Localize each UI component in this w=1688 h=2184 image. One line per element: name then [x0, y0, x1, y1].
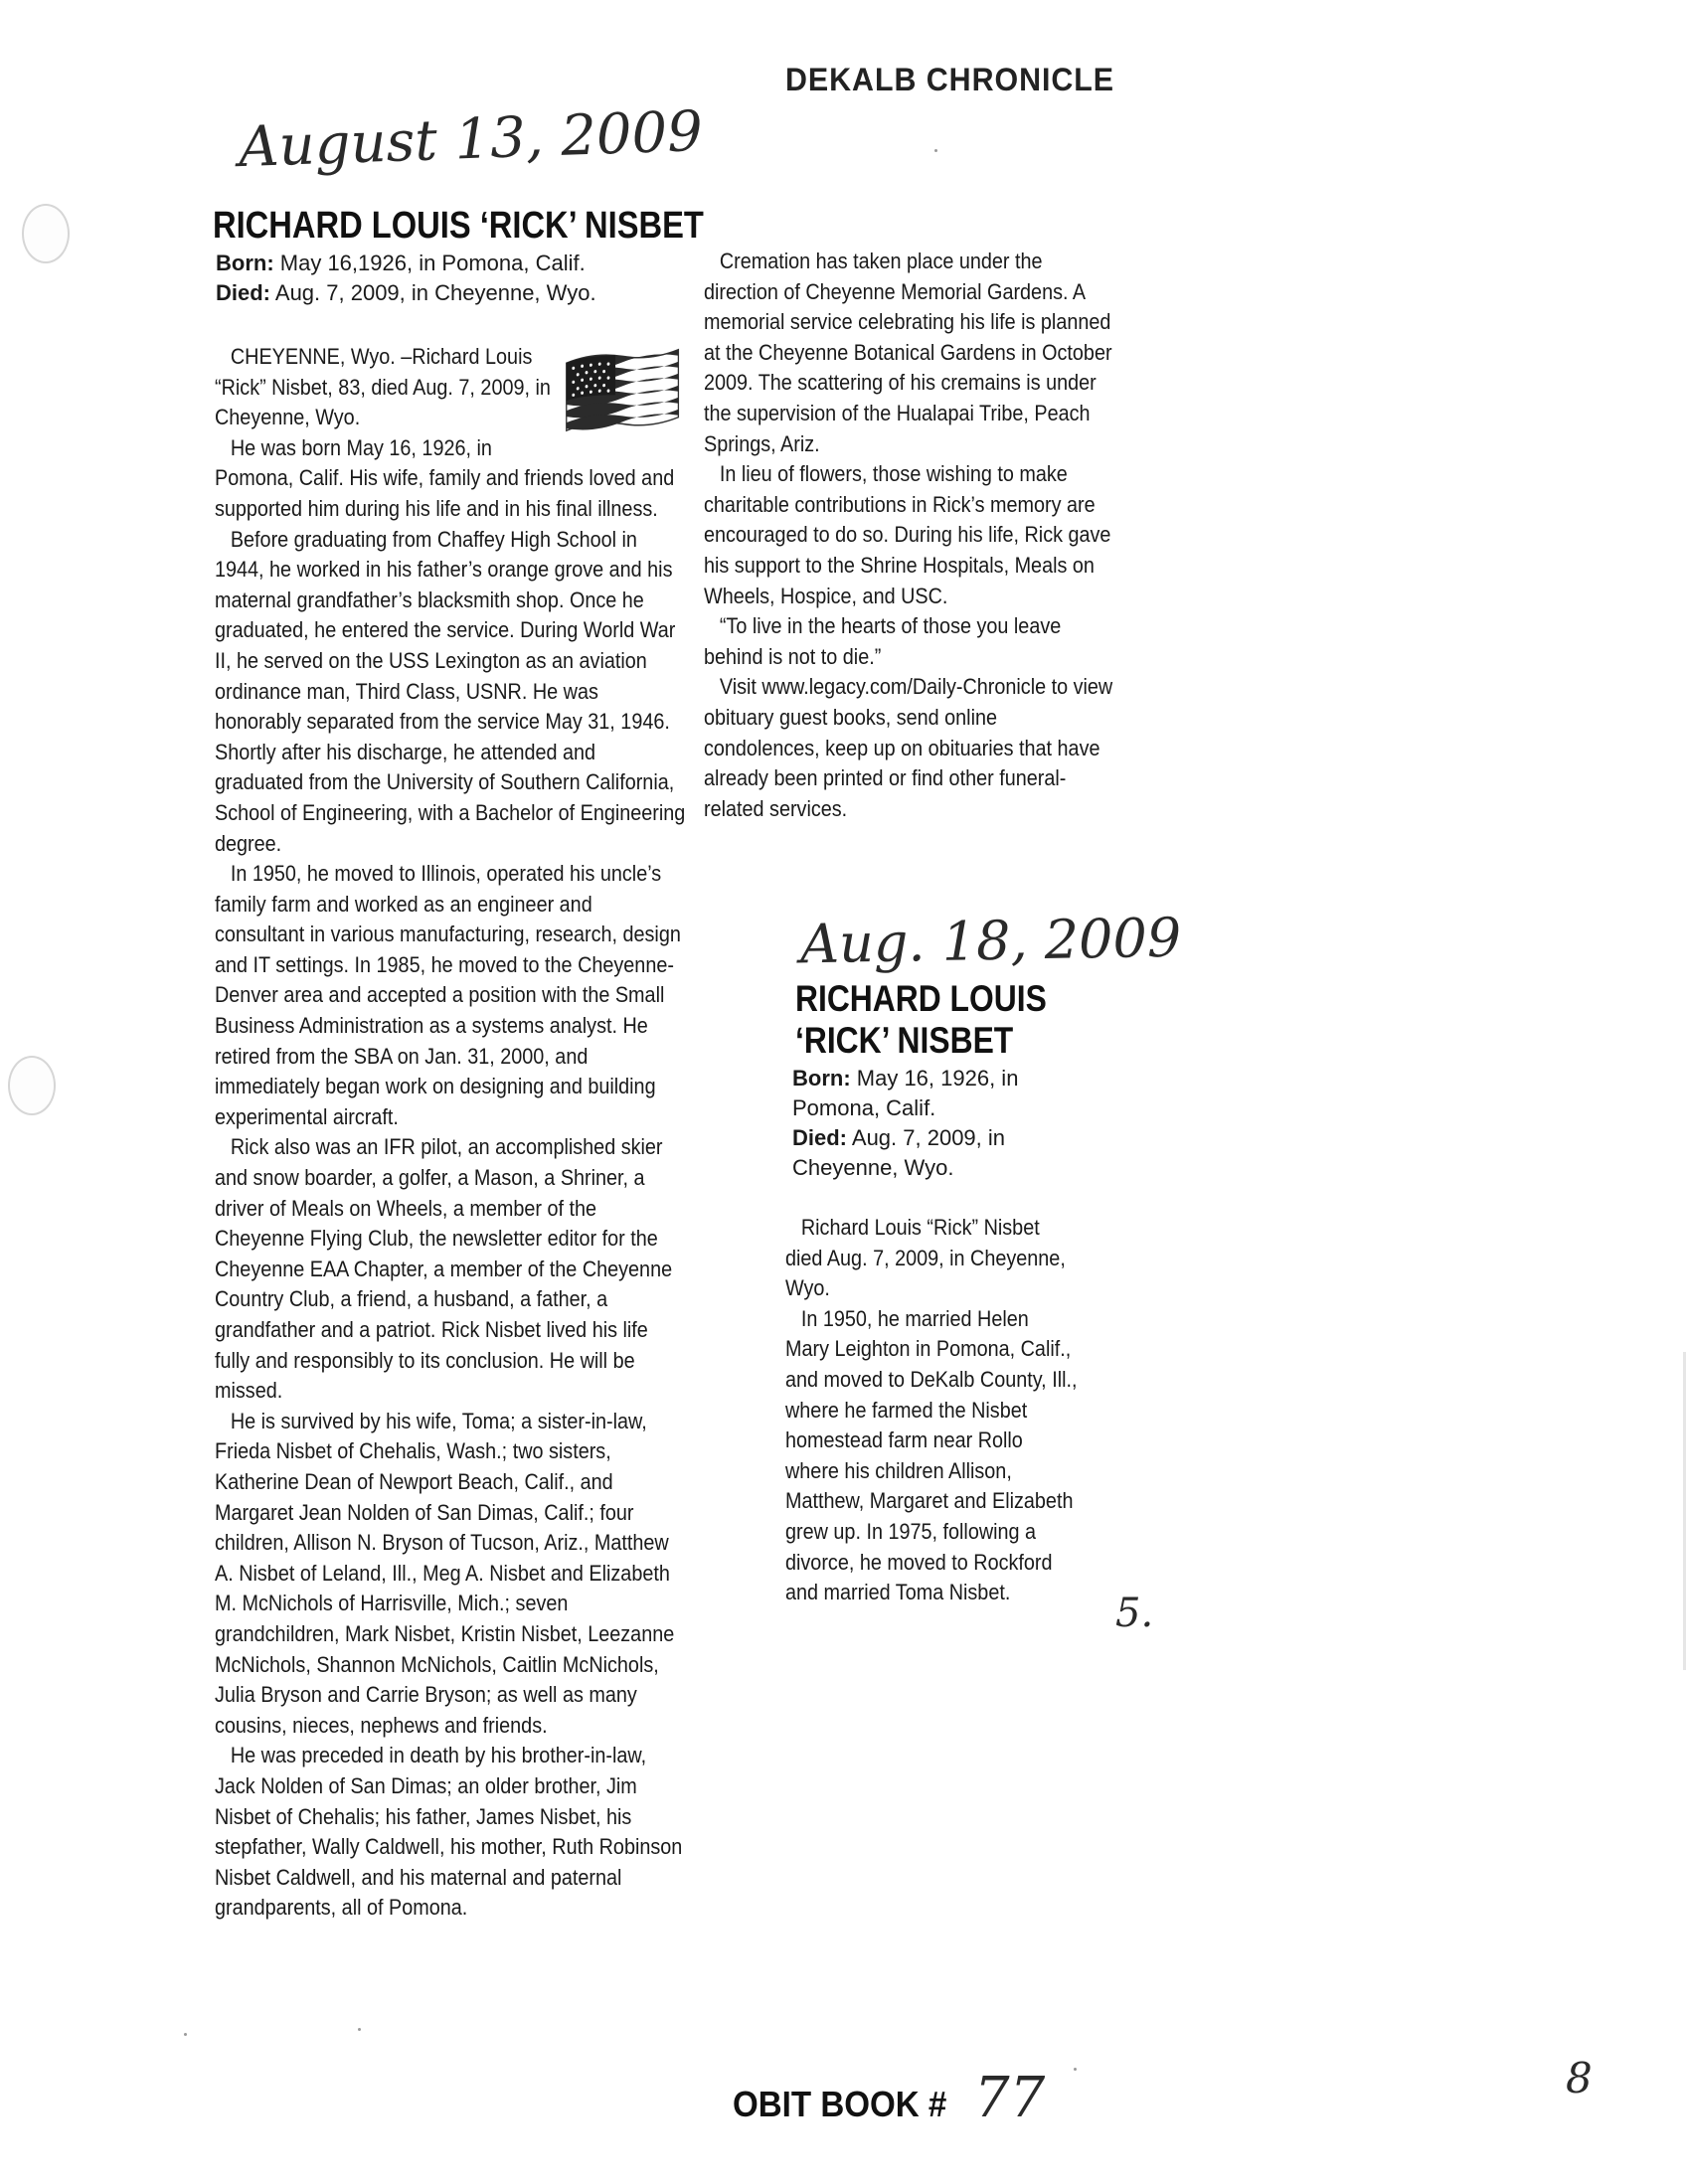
punch-hole	[8, 1056, 56, 1115]
vitals-block-long	[216, 249, 653, 308]
newspaper-masthead: DEKALB CHRONICLE	[785, 62, 1115, 97]
obituary-headline-short: RICHARD LOUIS ‘RICK’ NISBET	[795, 978, 1047, 1061]
died-line	[792, 1123, 1091, 1183]
obituary-paragraph: Visit www.legacy.com/Daily-Chronicle to view obituary guest books, send online condolences, keep up on obituaries that have already been printed or find other funeral-related services.	[704, 674, 1113, 821]
born-label: Born:	[216, 251, 274, 275]
obituary-paragraph: He was preceded in death by his brother-in-law, Jack Nolden of San Dimas; an older brother, Jim Nisbet of Chehalis; his father, James Nisbet, his stepfather, Wally Caldwell, his mother, Ruth Robinson Nisbet Caldwell, and his maternal and paternal grandparents, all of Pomona.	[215, 1743, 683, 1921]
american-flag-icon	[560, 342, 684, 445]
died-line	[216, 278, 653, 308]
obituary-paragraph: In 1950, he married Helen Mary Leighton in Pomona, Calif., and moved to DeKalb County, Ill., where he farmed the Nisbet homestead farm near Rollo where his children Allison, Matthew, Margaret and Elizabeth grew up. In 1975, following a divorce, he moved to Rockford and married Toma Nisbet.	[785, 1305, 1078, 1605]
handwritten-obit-book-number: 77	[974, 2066, 1046, 2130]
handwritten-page-number: 8	[1566, 2054, 1593, 2102]
obituary-paragraph: He is survived by his wife, Toma; a sister-in-law, Frieda Nisbet of Chehalis, Wash.; two sisters, Katherine Dean of Newport Beach, Calif., and Margaret Jean Nolden of San Dimas, Calif.; four children, Allison N. Bryson of Tucson, Ariz., Matthew A. Nisbet of Leland, Ill., Meg A. Nisbet and Elizabeth M. McNichols of Harrisville, Mich.; seven grandchildren, Mark Nisbet, Kristin Nisbet, Leezanne McNichols, Shannon McNichols, Caitlin McNichols, Julia Bryson and Carrie Bryson; as well as many cousins, nieces, nephews and friends.	[215, 1408, 675, 1738]
born-value: May 16,1926, in Pomona, Calif.	[273, 251, 586, 275]
died-label: Died:	[216, 280, 270, 305]
obituary-paragraph: Before graduating from Chaffey High School in 1944, he worked in his father’s orange grove and his maternal grandfather’s blacksmith shop. Once he graduated, he entered the service. During World War II, he served on the USS Lexington as an aviation ordinance man, Third Class, USNR. He was honorably separated from the service May 31, 1946. Shortly after his discharge, he attended and graduated from the University of Southern California, School of Engineering, with a Bachelor of Engineering degree.	[215, 526, 686, 856]
obituary-column-left	[215, 342, 687, 1924]
born-line	[792, 1064, 1091, 1123]
scan-speck	[1074, 2068, 1077, 2071]
scan-speck	[184, 2033, 187, 2036]
handwritten-date-top: August 13, 2009	[238, 98, 704, 181]
born-line	[216, 249, 653, 278]
scan-speck	[934, 149, 937, 152]
died-label: Died:	[792, 1125, 847, 1150]
scan-edge-line	[1683, 1352, 1686, 1670]
obituary-paragraph: He was born May 16, 1926, in Pomona, Calif. His wife, family and friends loved and supported him during his life and in his final illness.	[215, 434, 675, 521]
obituary-paragraph: Cremation has taken place under the direction of Cheyenne Memorial Gardens. A memorial service celebrating his life is planned at the Cheyenne Botanical Gardens in October 2009. The scattering of his cremains is under the supervision of the Hualapai Tribe, Peach Springs, Ariz.	[704, 249, 1112, 456]
handwritten-date-bottom: Aug. 18, 2009	[799, 906, 1182, 976]
obit-book-label: OBIT BOOK #	[733, 2084, 947, 2124]
scan-speck	[358, 2028, 361, 2031]
obituary-paragraph: In 1950, he moved to Illinois, operated his uncle’s family farm and worked as an engineer and consultant in various manufacturing, research, design and IT settings. In 1985, he moved to the Cheyenne-Denver area and accepted a position with the Small Business Administration as a systems analyst. He retired from the SBA on Jan. 31, 2000, and immediately began work on designing and building experimental aircraft.	[215, 861, 681, 1129]
died-value: Aug. 7, 2009, in Cheyenne, Wyo.	[270, 280, 596, 305]
obituary-headline-long: RICHARD LOUIS ‘RICK’ NISBET	[213, 205, 704, 247]
obituary-paragraph: Rick also was an IFR pilot, an accomplished skier and snow boarder, a golfer, a Mason, a Shriner, a driver of Meals on Wheels, a member of the Cheyenne Flying Club, the newsletter editor for the Cheyenne EAA Chapter, a member of the Cheyenne Country Club, a friend, a husband, a father, a grandfather and a patriot. Rick Nisbet lived his life fully and responsibly to its conclusion. He will be missed.	[215, 1134, 673, 1404]
obituary-column-short	[785, 1213, 1078, 1608]
punch-hole	[22, 204, 70, 263]
handwritten-mark: 5.	[1115, 1591, 1154, 1636]
obituary-column-right	[704, 247, 1116, 824]
obituary-paragraph: CHEYENNE, Wyo. –Richard Louis “Rick” Nisbet, 83, died Aug. 7, 2009, in Cheyenne, Wyo.	[215, 342, 687, 433]
born-value: May 16, 1926, in Pomona, Calif.	[792, 1066, 1019, 1120]
obituary-paragraph: In lieu of flowers, those wishing to make charitable contributions in Rick’s memory are encouraged to do so. During his life, Rick gave his support to the Shrine Hospitals, Meals on Wheels, Hospice, and USC.	[704, 461, 1111, 608]
obituary-paragraph: “To live in the hearts of those you leave behind is not to die.”	[704, 613, 1062, 669]
born-label: Born:	[792, 1066, 851, 1091]
died-value: Aug. 7, 2009, in Cheyenne, Wyo.	[792, 1125, 1006, 1180]
vitals-block-short	[792, 1064, 1091, 1183]
obituary-paragraph: Richard Louis “Rick” Nisbet died Aug. 7, 2009, in Cheyenne, Wyo.	[785, 1215, 1066, 1301]
